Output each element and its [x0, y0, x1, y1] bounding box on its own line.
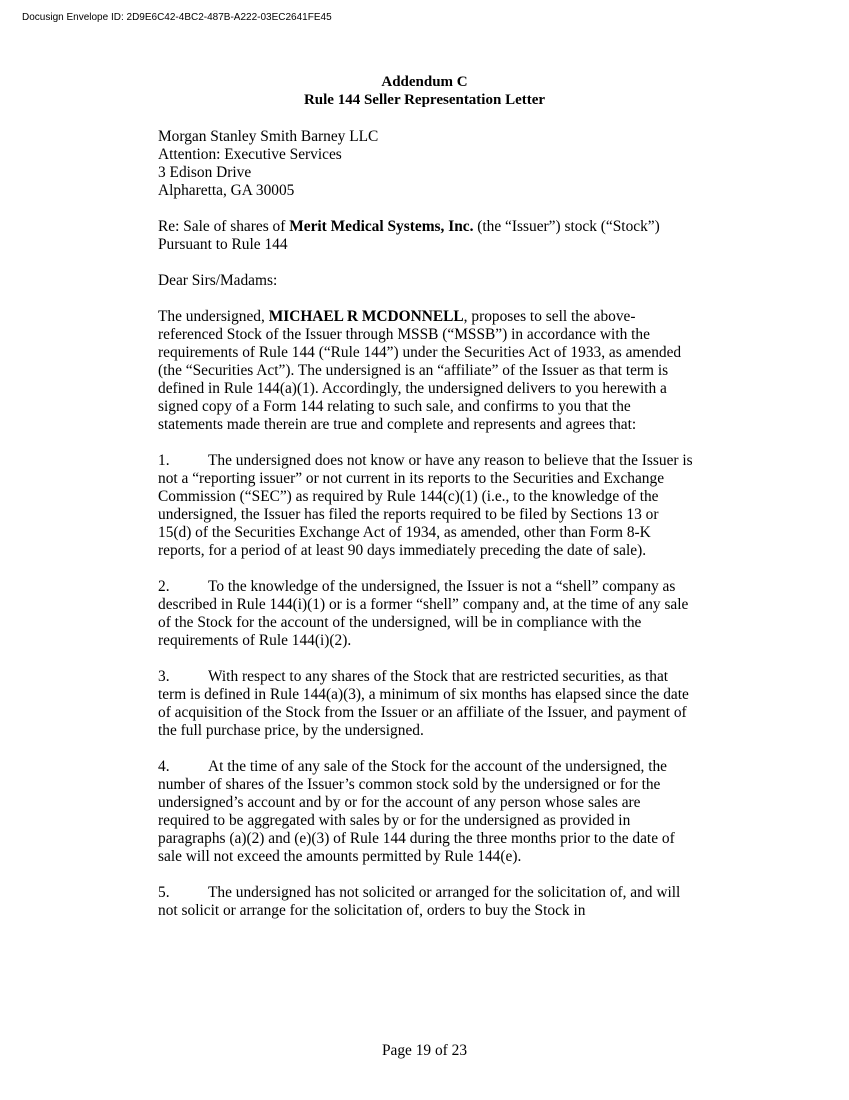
address-line: Attention: Executive Services — [158, 146, 342, 163]
paragraph-number: 3. — [158, 668, 170, 685]
address-block — [158, 128, 693, 200]
paragraph-text: The undersigned does not know or have any reason to believe that the Issuer is not a “reporting issuer” or not current in its reports to the Securities and Exchange Commission (“SEC”) as required by Rule 144(c)(1) (i.e., to the knowledge of the undersigned, the Issuer has filed the reports required to be filed by Sections 13 or 15(d) of the Securities Exchange Act of 1934, as amended, other than Form 8-K reports, for a period of at least 90 days immediately preceding the date of sale). — [158, 452, 693, 559]
address-line: Alpharetta, GA 30005 — [158, 182, 295, 199]
title-line-2: Rule 144 Seller Representation Letter — [303, 92, 546, 108]
numbered-paragraph — [158, 884, 693, 920]
intro-prefix: The undersigned, — [158, 308, 269, 325]
letter-body — [158, 128, 693, 938]
intro-suffix: , proposes to sell the above-referenced Stock of the Issuer through MSSB (“MSSB”) in accordance with the requirements of Rule 144 (“Rule 144”) under the Securities Act of 1933, as amended (the “Securities Act”). The undersigned is an “affiliate” of the Issuer as that term is defined in Rule 144(a)(1). Accordingly, the undersigned delivers to you herewith a signed copy of a Form 144 relating to such sale, and confirms to you that the statements made therein are true and complete and represents and agrees that: — [158, 308, 682, 433]
paragraph-number: 2. — [158, 578, 170, 595]
numbered-paragraph — [158, 668, 693, 740]
paragraph-text: At the time of any sale of the Stock for the account of the undersigned, the number of shares of the Issuer’s common stock sold by the undersigned or for the undersigned’s account and by or for the account of any person whose sales are required to be aggregated with sales by or for the undersigned as provided in paragraphs (a)(2) and (e)(3) of Rule 144 during the three months prior to the date of sale will not exceed the amounts permitted by Rule 144(e). — [158, 758, 675, 865]
numbered-paragraph — [158, 452, 693, 560]
page-number: Page 19 of 23 — [381, 1042, 468, 1059]
re-suffix: (the “Issuer”) stock (“Stock”) Pursuant to Rule 144 — [158, 218, 660, 253]
paragraph-number: 1. — [158, 452, 170, 469]
address-line: 3 Edison Drive — [158, 164, 252, 181]
paragraph-text: To the knowledge of the undersigned, the Issuer is not a “shell” company as described in Rule 144(i)(1) or is a former “shell” company and, at the time of any sale of the Stock for the account of the undersigned, will be in compliance with the requirements of Rule 144(i)(2). — [158, 578, 689, 649]
paragraph-text: With respect to any shares of the Stock that are restricted securities, as that term is defined in Rule 144(a)(3), a minimum of six months has elapsed since the date of acquisition of the Stock from the Issuer or an affiliate of the Issuer, and payment of the full purchase price, by the undersigned. — [158, 668, 689, 739]
paragraph-number: 4. — [158, 758, 170, 775]
intro-paragraph — [158, 308, 693, 434]
issuer-name: Merit Medical Systems, Inc. — [289, 218, 474, 235]
numbered-paragraph — [158, 578, 693, 650]
re-line — [158, 218, 693, 254]
numbered-paragraph — [158, 758, 693, 866]
document-title — [0, 73, 849, 109]
salutation: Dear Sirs/Madams: — [158, 272, 278, 289]
paragraph-number: 5. — [158, 884, 170, 901]
seller-name: MICHAEL R MCDONNELL — [268, 308, 464, 325]
re-prefix: Re: Sale of shares of — [158, 218, 290, 235]
title-line-1: Addendum C — [381, 74, 468, 90]
envelope-id: Docusign Envelope ID: 2D9E6C42-4BC2-487B-A222-03EC2641FE45 — [22, 12, 332, 23]
address-line: Morgan Stanley Smith Barney LLC — [158, 128, 379, 145]
paragraph-text: The undersigned has not solicited or arranged for the solicitation of, and will not solicit or arrange for the solicitation of, orders to buy the Stock in — [158, 884, 681, 919]
